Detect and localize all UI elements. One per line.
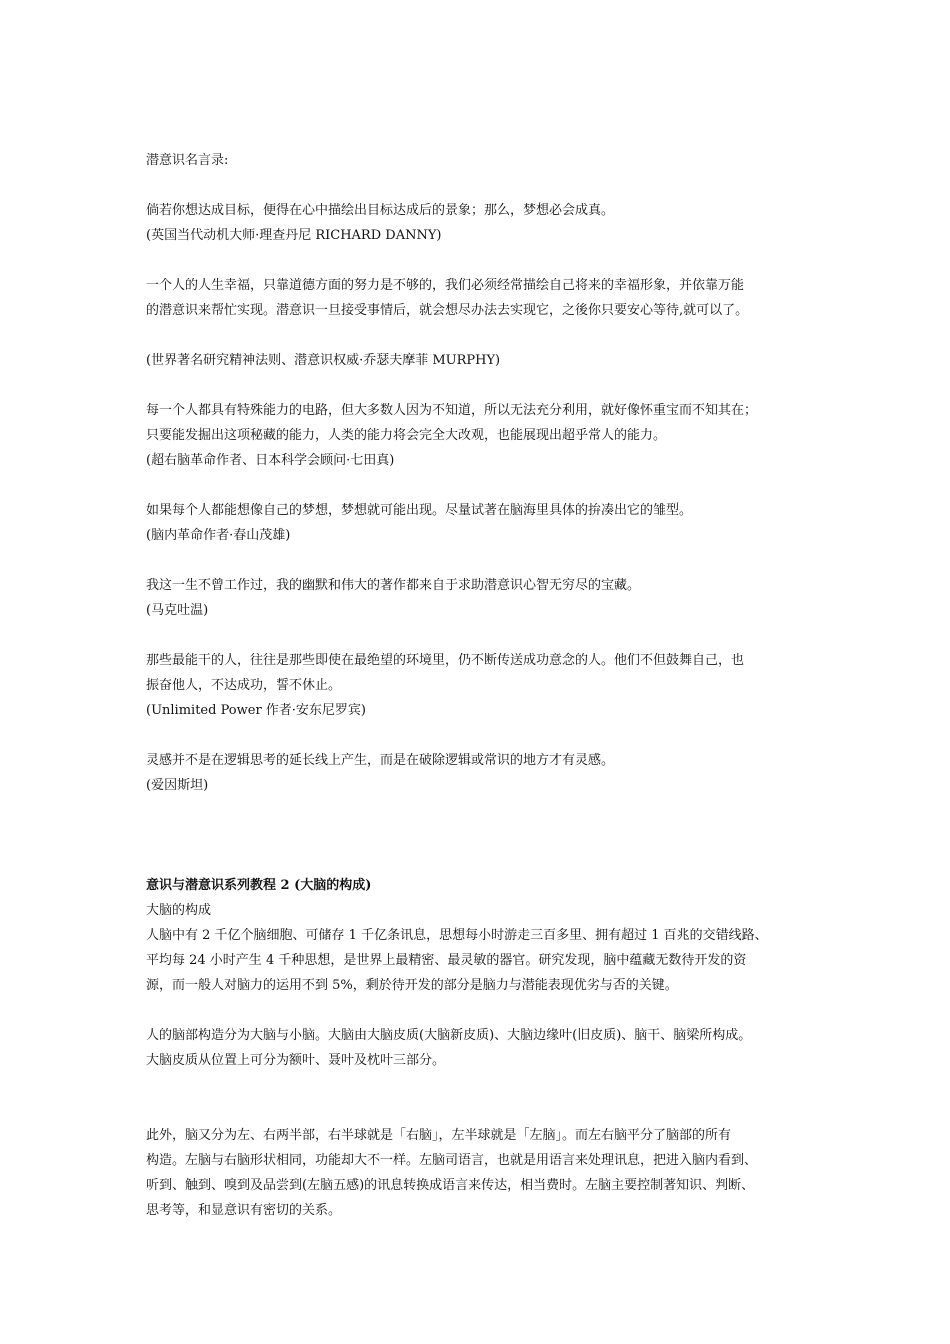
quote-3-line-2: 只要能发掘出这项秘藏的能力，人类的能力将会完全大改观，也能展现出超乎常人的能力。 xyxy=(146,428,667,443)
quote-1-author: (英国当代动机大师·理查丹尼 RICHARD DANNY) xyxy=(146,228,442,243)
quote-2-line-1: 一个人的人生幸福，只靠道德方面的努力是不够的，我们必须经常描绘自己将来的幸福形象，并依靠万能 xyxy=(146,278,745,293)
para-3-line-2: 构造。左脑与右脑形状相同，功能却大不一样。左脑司语言，也就是用语言来处理讯息，把进入脑内看到、 xyxy=(146,1153,758,1168)
spacer xyxy=(146,723,826,748)
spacer xyxy=(146,548,826,573)
quote-3-line-1: 每一个人都具有特殊能力的电路，但大多数人因为不知道，所以无法充分利用，就好像怀重宝而不知其在； xyxy=(146,403,758,418)
spacer xyxy=(146,248,826,273)
para-3-line-1: 此外，脑又分为左、右两半部，右半球就是「右脑」，左半球就是「左脑」。而左右脑平分了脑部的所有 xyxy=(146,1128,732,1143)
spacer xyxy=(146,798,826,873)
spacer xyxy=(146,1098,826,1123)
quote-4-author: (脑内革命作者·春山茂雄) xyxy=(146,528,291,543)
para-2-line-2: 大脑皮质从位置上可分为额叶、聂叶及枕叶三部分。 xyxy=(146,1053,446,1068)
doc-title: 潜意识名言录: xyxy=(146,153,229,168)
quote-6-author: (Unlimited Power 作者·安东尼罗宾) xyxy=(146,703,366,718)
quote-2-line-2: 的潜意识来帮忙实现。潜意识一旦接受事情后，就会想尽办法去实现它，之後你只要安心等待,就可以了。 xyxy=(146,303,749,318)
para-1-line-3: 源，而一般人对脑力的运用不到 5%，剩於待开发的部分是脑力与潜能表现优劣与否的关键。 xyxy=(146,978,678,993)
quote-7-author: (爱因斯坦) xyxy=(146,778,209,793)
quote-4-line-1: 如果每个人都能想像自己的梦想，梦想就可能出现。尽量试著在脑海里具体的拚凑出它的雏型。 xyxy=(146,503,693,518)
spacer xyxy=(146,998,826,1023)
quote-1-line-1: 倘若你想达成目标，便得在心中描绘出目标达成后的景象；那么，梦想必会成真。 xyxy=(146,203,615,218)
section-subheading: 大脑的构成 xyxy=(146,903,212,918)
spacer xyxy=(146,1073,826,1098)
para-2-line-1: 人的脑部构造分为大脑与小脑。大脑由大脑皮质(大脑新皮质)、大脑边缘叶(旧皮质)、脑干、脑梁所构成。 xyxy=(146,1028,752,1043)
spacer xyxy=(146,623,826,648)
para-3-line-3: 听到、触到、嗅到及品尝到(左脑五感)的讯息转换成语言来传达，相当费时。左脑主要控制著知识、判断、 xyxy=(146,1178,755,1193)
quote-5-author: (马克吐温) xyxy=(146,603,209,618)
document-page xyxy=(146,148,826,1223)
para-1-line-1: 人脑中有 2 千亿个脑细胞、可储存 1 千亿条讯息，思想每小时游走三百多里、拥有超过 1 百兆的交错线路、 xyxy=(146,928,768,943)
quote-6-line-2: 振奋他人，不达成功，誓不休止。 xyxy=(146,678,342,693)
spacer xyxy=(146,373,826,398)
quote-5-line-1: 我这一生不曾工作过，我的幽默和伟大的著作都来自于求助潜意识心智无穷尽的宝藏。 xyxy=(146,578,641,593)
quote-6-line-1: 那些最能干的人，往往是那些即使在最绝望的环境里，仍不断传送成功意念的人。他们不但鼓舞自己，也 xyxy=(146,653,745,668)
spacer xyxy=(146,173,826,198)
para-1-line-2: 平均每 24 小时产生 4 千种思想，是世界上最精密、最灵敏的器官。研究发现，脑中蕴藏无数待开发的资 xyxy=(146,953,747,968)
quote-2-author: (世界著名研究精神法则、潜意识权威·乔瑟夫摩菲 MURPHY) xyxy=(146,353,501,368)
spacer xyxy=(146,473,826,498)
quote-3-author: (超右脑革命作者、日本科学会顾问·七田真) xyxy=(146,453,395,468)
section-heading: 意识与潜意识系列教程 2 (大脑的构成) xyxy=(146,878,372,893)
para-3-line-4: 思考等，和显意识有密切的关系。 xyxy=(146,1203,342,1218)
spacer xyxy=(146,323,826,348)
quote-7-line-1: 灵感并不是在逻辑思考的延长线上产生，而是在破除逻辑或常识的地方才有灵感。 xyxy=(146,753,615,768)
